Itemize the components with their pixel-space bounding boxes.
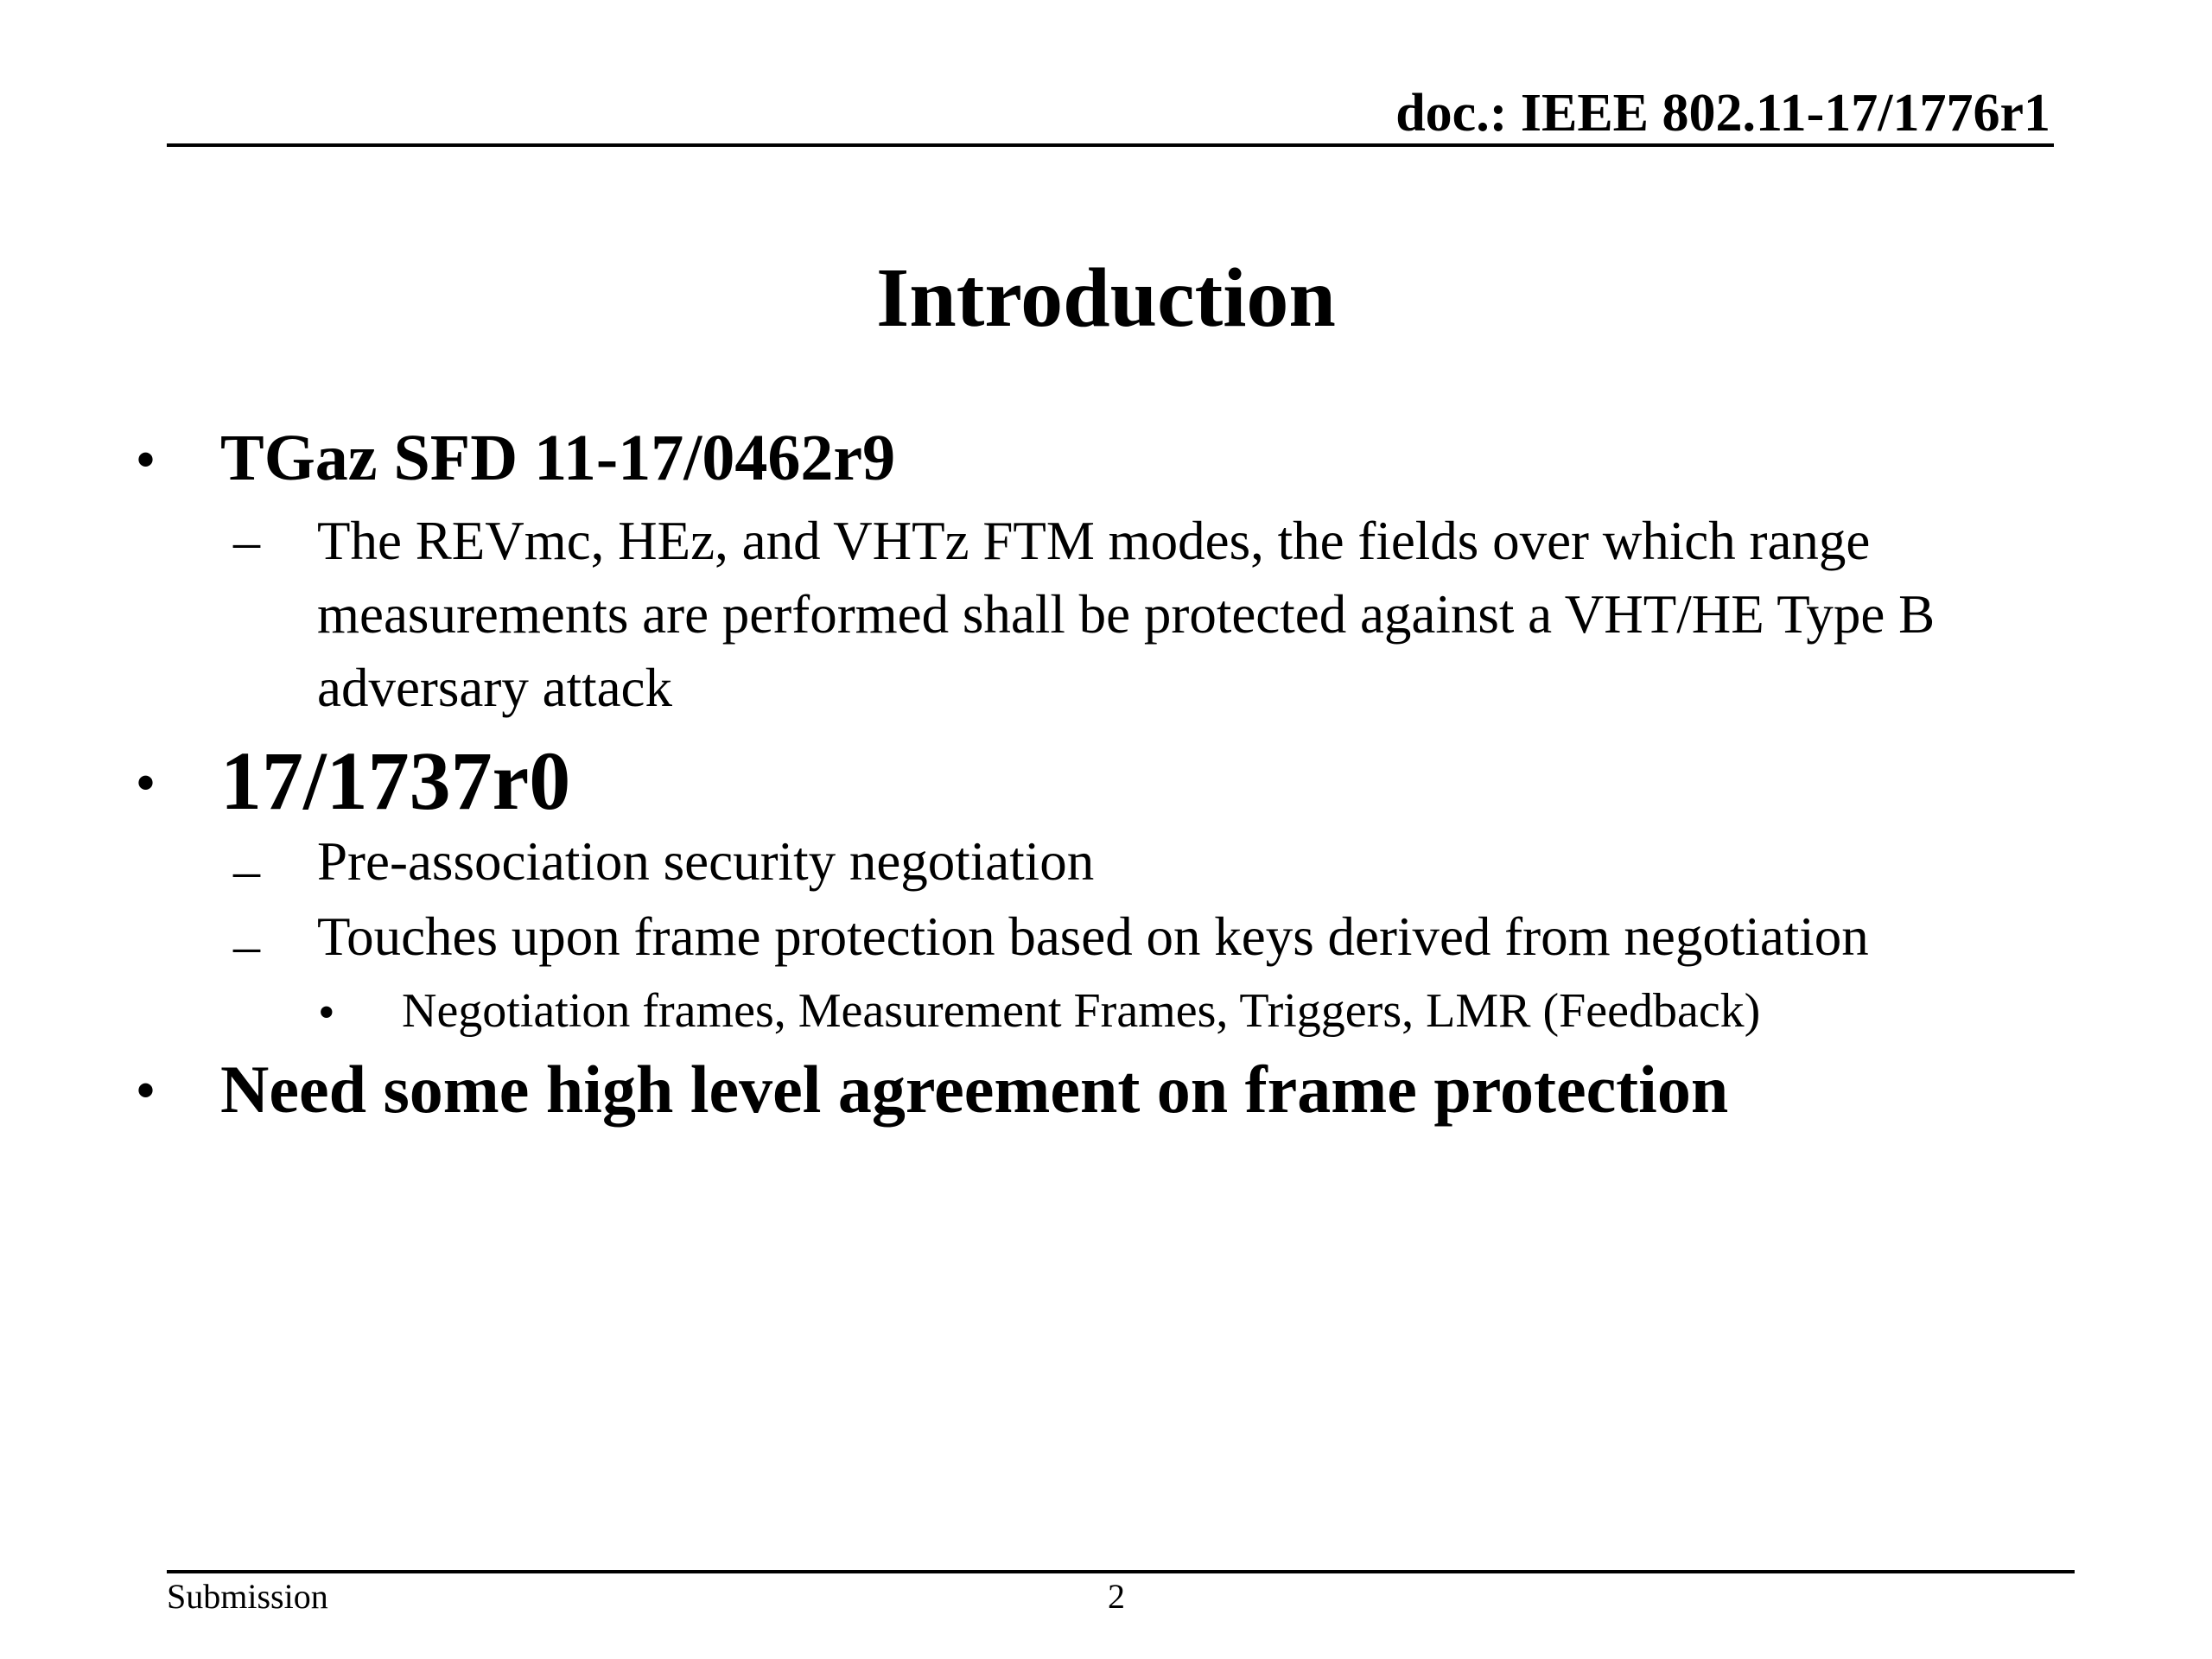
sub-bullet-marker: – xyxy=(233,512,260,571)
sub-bullet-text: Touches upon frame protection based on keys derived from negotiation xyxy=(317,906,1869,967)
bullet-marker: • xyxy=(137,754,156,811)
page-number: 2 xyxy=(1108,1577,1125,1616)
bullet-marker: • xyxy=(137,1062,156,1119)
bullet-text: Need some high level agreement on frame protection xyxy=(220,1052,1729,1127)
sub-bullet-text: Pre-association security negotiation xyxy=(317,831,1095,892)
footer-submission-label: Submission xyxy=(167,1577,328,1616)
bullet-marker: • xyxy=(137,431,156,488)
bullet-text: 17/1737r0 xyxy=(220,734,571,827)
bullet-text: TGaz SFD 11-17/0462r9 xyxy=(220,422,896,494)
sub-bullet-marker: – xyxy=(233,917,260,976)
sub-bullet-text: The REVmc, HEz, and VHTz FTM modes, the fields over which range measurements are performed shall be protected against a VHT/HE Type B adversary attack xyxy=(317,511,1936,719)
sub-sub-bullet-text: Negotiation frames, Measurement Frames, Triggers, LMR (Feedback) xyxy=(402,984,1761,1038)
slide-title: Introduction xyxy=(876,251,1336,345)
sub-bullet-marker: – xyxy=(233,842,260,900)
header-divider xyxy=(167,143,2054,147)
sub-sub-bullet-marker: • xyxy=(318,986,335,1039)
document-id: doc.: IEEE 802.11-17/1776r1 xyxy=(1395,84,2050,143)
footer-divider xyxy=(167,1570,2075,1573)
